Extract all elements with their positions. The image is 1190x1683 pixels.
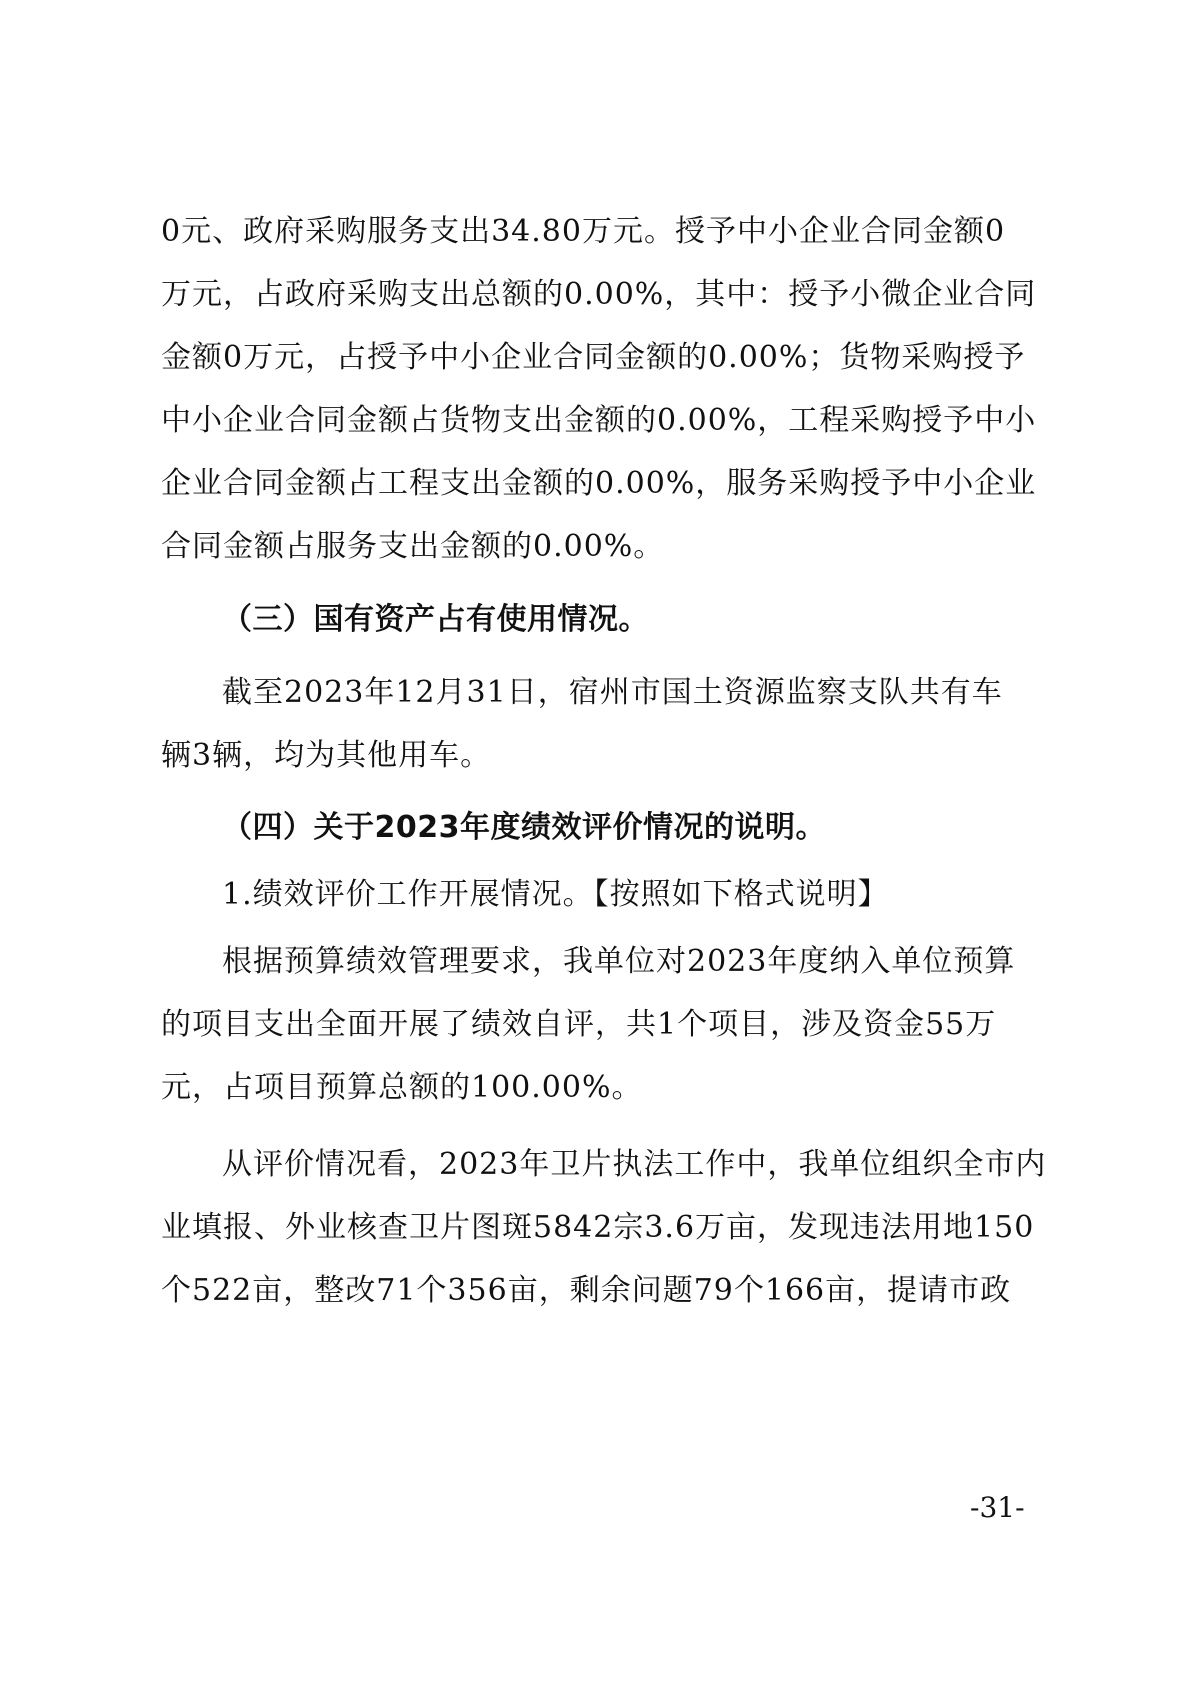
subsection-heading: 1.绩效评价工作开展情况。【按照如下格式说明】	[222, 877, 889, 912]
body-line: 从评价情况看，2023年卫片执法工作中，我单位组织全市内	[222, 1147, 1047, 1182]
body-line: 截至2023年12月31日，宿州市国土资源监察支队共有车	[222, 675, 1003, 710]
body-line: 0元、政府采购服务支出34.80万元。授予中小企业合同金额0	[161, 214, 1006, 249]
section-heading: （四）关于2023年度绩效评价情况的说明。	[222, 810, 826, 845]
body-line: 个522亩，整改71个356亩，剩余问题79个166亩，提请市政	[161, 1273, 1012, 1308]
body-line: 元，占项目预算总额的100.00%。	[161, 1070, 643, 1105]
page-number: -31-	[970, 1491, 1025, 1524]
section-heading: （三）国有资产占有使用情况。	[222, 602, 649, 637]
body-line: 的项目支出全面开展了绩效自评，共1个项目，涉及资金55万	[161, 1007, 997, 1042]
body-line: 根据预算绩效管理要求，我单位对2023年度纳入单位预算	[222, 944, 1016, 979]
body-line: 金额0万元，占授予中小企业合同金额的0.00%；货物采购授予	[161, 340, 1026, 375]
body-line: 辆3辆，均为其他用车。	[161, 738, 492, 773]
body-line: 万元，占政府采购支出总额的0.00%，其中：授予小微企业合同	[161, 277, 1037, 312]
body-line: 企业合同金额占工程支出金额的0.00%，服务采购授予中小企业	[161, 466, 1037, 501]
body-line: 合同金额占服务支出金额的0.00%。	[161, 529, 665, 564]
body-line: 中小企业合同金额占货物支出金额的0.00%，工程采购授予中小	[161, 403, 1037, 438]
body-line: 业填报、外业核查卫片图斑5842宗3.6万亩，发现违法用地150	[161, 1210, 1035, 1245]
